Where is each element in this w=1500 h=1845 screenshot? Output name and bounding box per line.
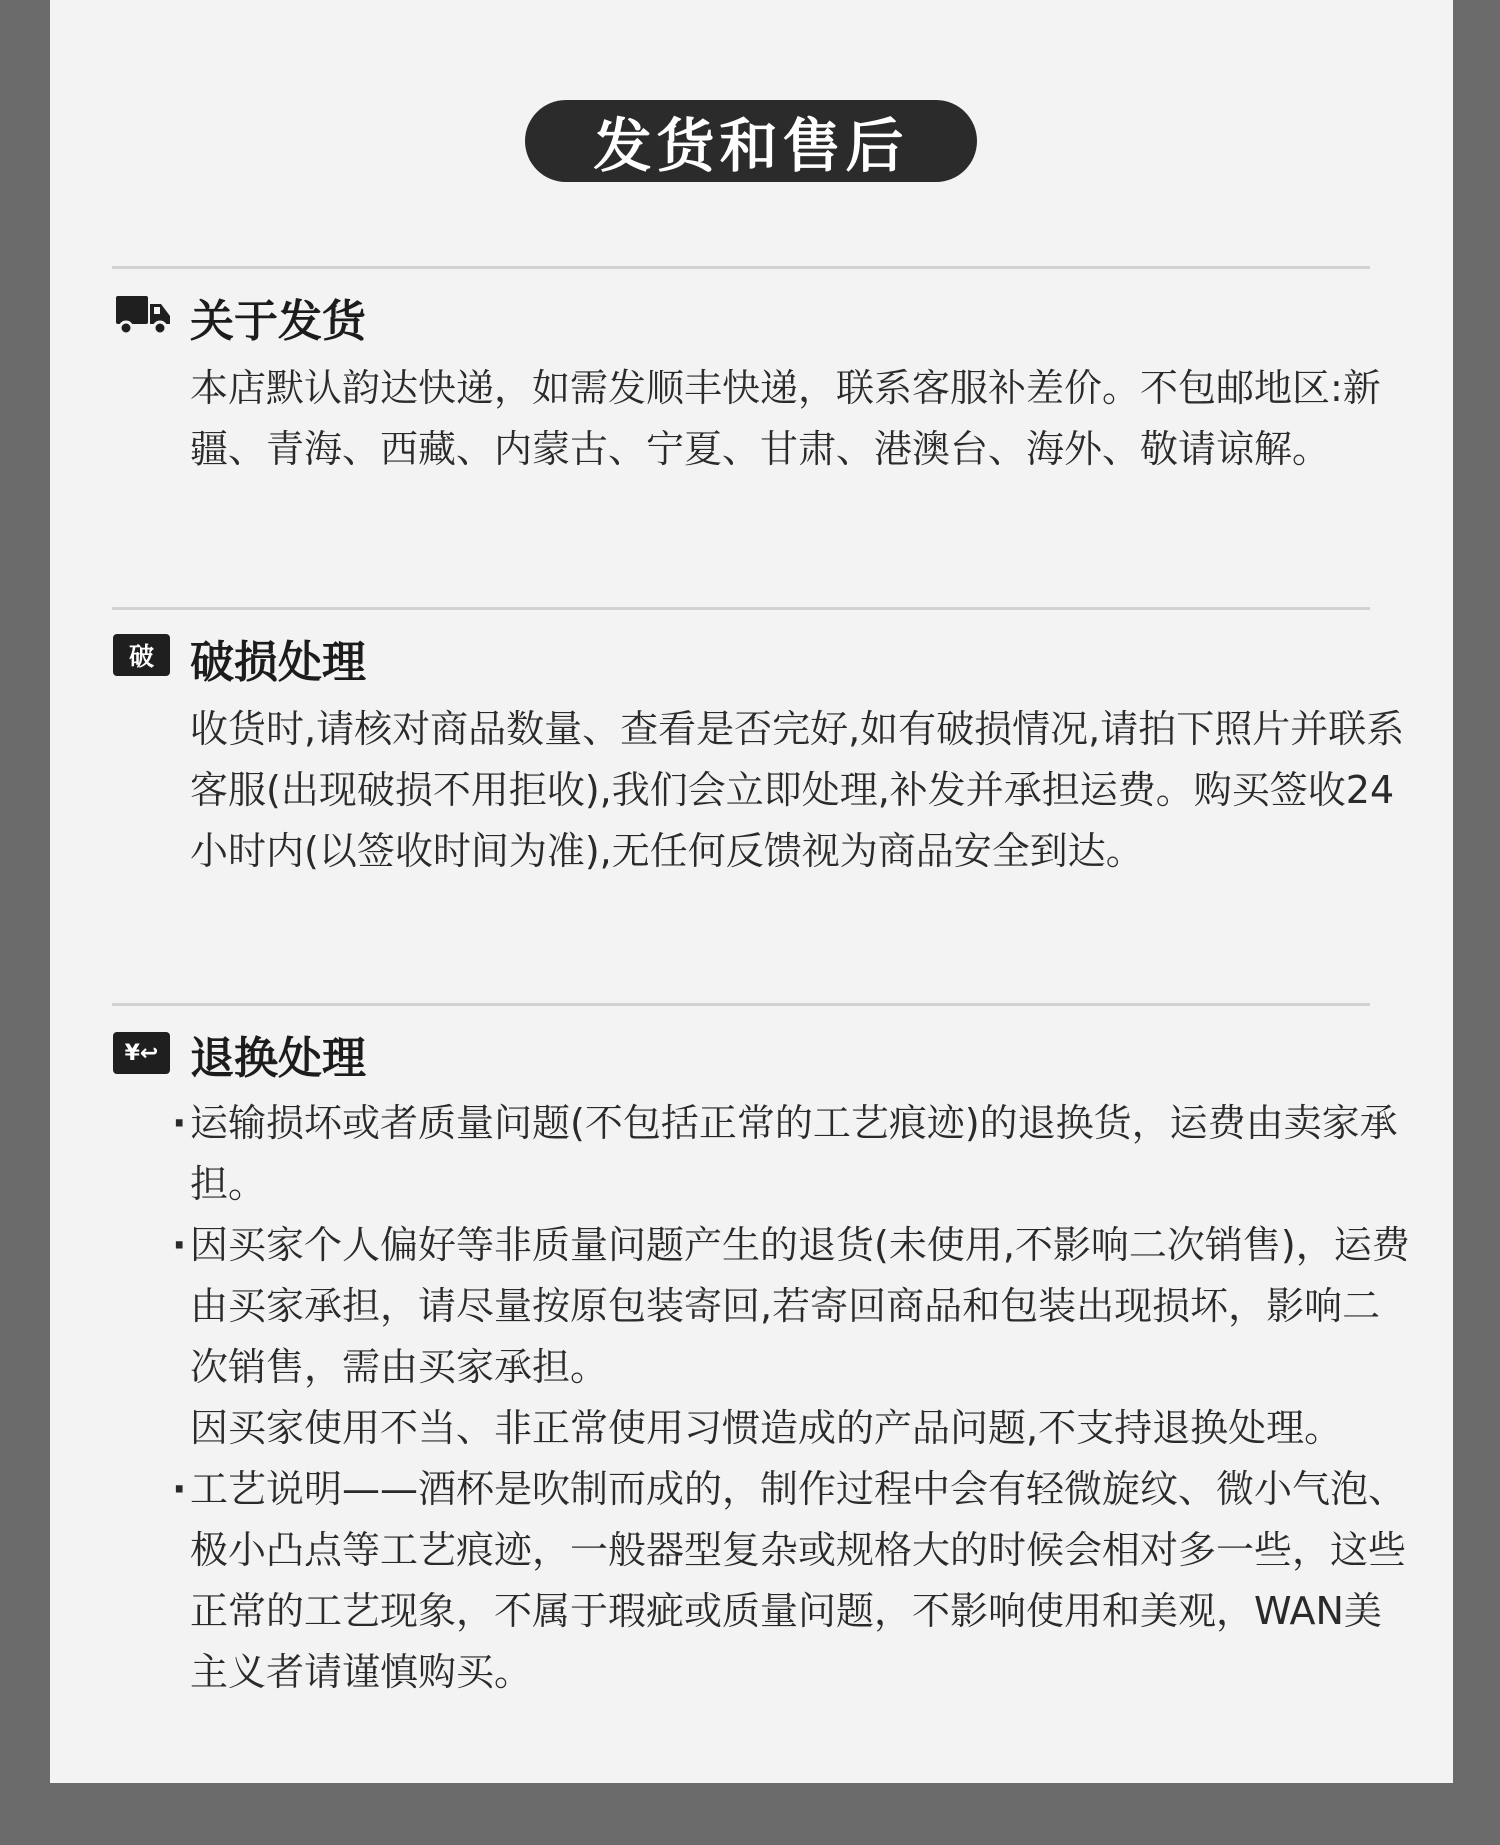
shipping-text [190,358,1410,480]
truck-icon [113,292,173,338]
list-item [172,1459,1410,1703]
bullet-dot: · [172,1101,187,1145]
list-item-text: 工艺说明——酒杯是吹制而成的，制作过程中会有轻微旋纹、微小气泡、极小凸点等工艺痕迹，一般器型复杂或规格大的时候会相对多一些，这些正常的工艺现象，不属于瑕疵或质量问题，不影响使用和美观，WAN美主义者请谨慎购买。 [190,1467,1407,1694]
list-item-text: 运输损坏或者质量问题(不包括正常的工艺痕迹)的退换货，运费由卖家承担。 [190,1101,1398,1206]
list-item [172,1215,1410,1398]
bullet-dot: · [172,1467,187,1511]
banner-title: 发货和售后 [593,112,909,180]
damage-paragraph: 收货时,请核对商品数量、查看是否完好,如有破损情况,请拍下照片并联系客服(出现破损不用拒收),我们会立即处理,补发并承担运费。购买签收24小时内(以签收时间为准),无任何反馈视为商品安全到达。 [190,707,1405,873]
damage-text [190,699,1410,882]
after-sales-card [50,0,1453,1783]
return-icon: ¥↩ [113,1032,170,1074]
section-title-returns: 退换处理 [190,1033,366,1084]
section-divider [112,607,1370,610]
section-title-shipping: 关于发货 [190,296,366,347]
bullet-dot: · [172,1223,187,1267]
list-item-text: 因买家个人偏好等非质量问题产生的退货(未使用,不影响二次销售)，运费由买家承担，请尽量按原包装寄回,若寄回商品和包装出现损坏，影响二次销售，需由买家承担。 [190,1223,1410,1389]
section-title-damage: 破损处理 [190,637,366,688]
section-divider [112,266,1370,269]
damage-icon: 破 [113,634,170,676]
section-divider [112,1003,1370,1006]
returns-list [172,1093,1410,1703]
list-item [190,1398,1410,1459]
shipping-paragraph: 本店默认韵达快递，如需发顺丰快递，联系客服补差价。不包邮地区:新疆、青海、西藏、内蒙古、宁夏、甘肃、港澳台、海外、敬请谅解。 [190,366,1381,471]
banner [525,100,977,182]
list-item [172,1093,1410,1215]
list-item-text: 因买家使用不当、非正常使用习惯造成的产品问题,不支持退换处理。 [190,1406,1343,1450]
